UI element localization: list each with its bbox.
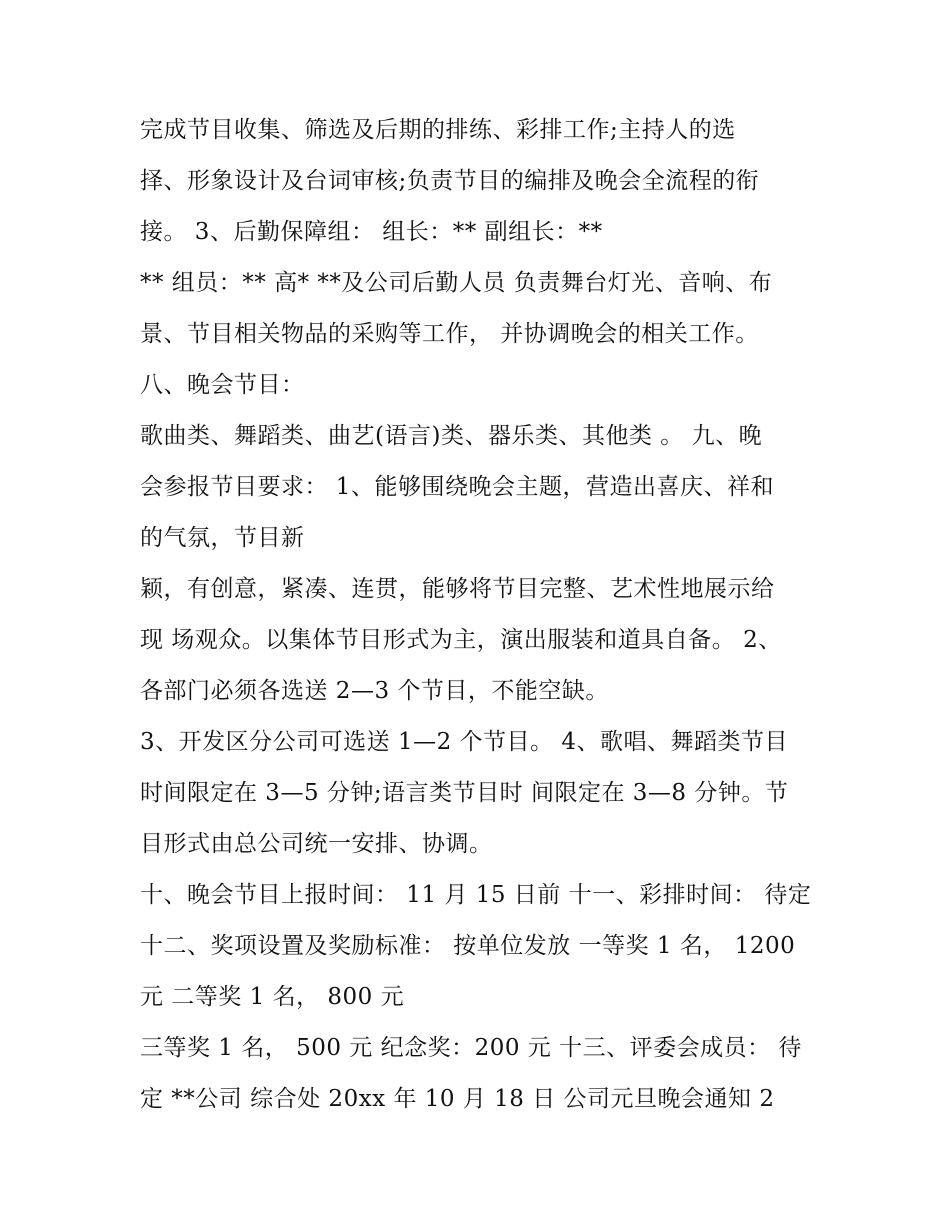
text-line: 会参报节目要求： 1、能够围绕晚会主题，营造出喜庆、祥和 [140, 474, 774, 500]
text-line: 颖，有创意，紧凑、连贯，能够将节目完整、艺术性地展示给 [140, 576, 775, 602]
text-line: 十、晚会节目上报时间： 11 月 15 日前 十一、彩排时间： 待定 [140, 882, 812, 908]
text-line: 三等奖 1 名， 500 元 纪念奖：200 元 十三、评委会成员： 待 [140, 1035, 802, 1061]
text-line: 接。 3、后勤保障组： 组长：** 副组长：** [140, 219, 603, 245]
text-line: 时间限定在 3—5 分钟;语言类节目时 间限定在 3—8 分钟。节 [140, 780, 789, 806]
body-text [140, 107, 840, 1127]
text-line: 定 **公司 综合处 20xx 年 10 月 18 日 公司元旦晚会通知 2 [140, 1086, 775, 1112]
text-line: 的气氛，节目新 [140, 525, 305, 551]
text-line: 各部门必须各选送 2—3 个节目，不能空缺。 [140, 678, 609, 704]
text-line: 现 场观众。以集体节目形式为主，演出服装和道具自备。 2、 [140, 627, 782, 653]
text-line: 目形式由总公司统一安排、协调。 [140, 831, 493, 857]
text-line: 元 二等奖 1 名， 800 元 [140, 984, 405, 1010]
text-line: ** 组员：** 高* **及公司后勤人员 负责舞台灯光、音响、布 [140, 270, 773, 296]
text-line: 十二、奖项设置及奖励标准： 按单位发放 一等奖 1 名， 1200 [140, 933, 796, 959]
text-line: 择、形象设计及台词审核;负责节目的编排及晚会全流程的衔 [140, 168, 760, 194]
text-line: 歌曲类、舞蹈类、曲艺(语言)类、器乐类、其他类 。 九、晚 [140, 423, 763, 449]
text-line: 完成节目收集、筛选及后期的排练、彩排工作;主持人的选 [140, 117, 736, 143]
text-line: 景、节目相关物品的采购等工作， 并协调晚会的相关工作。 [140, 321, 759, 347]
text-line: 3、开发区分公司可选送 1—2 个节目。 4、歌唱、舞蹈类节目 [140, 729, 788, 755]
section-heading-program: 八、晚会节目： [140, 372, 305, 398]
